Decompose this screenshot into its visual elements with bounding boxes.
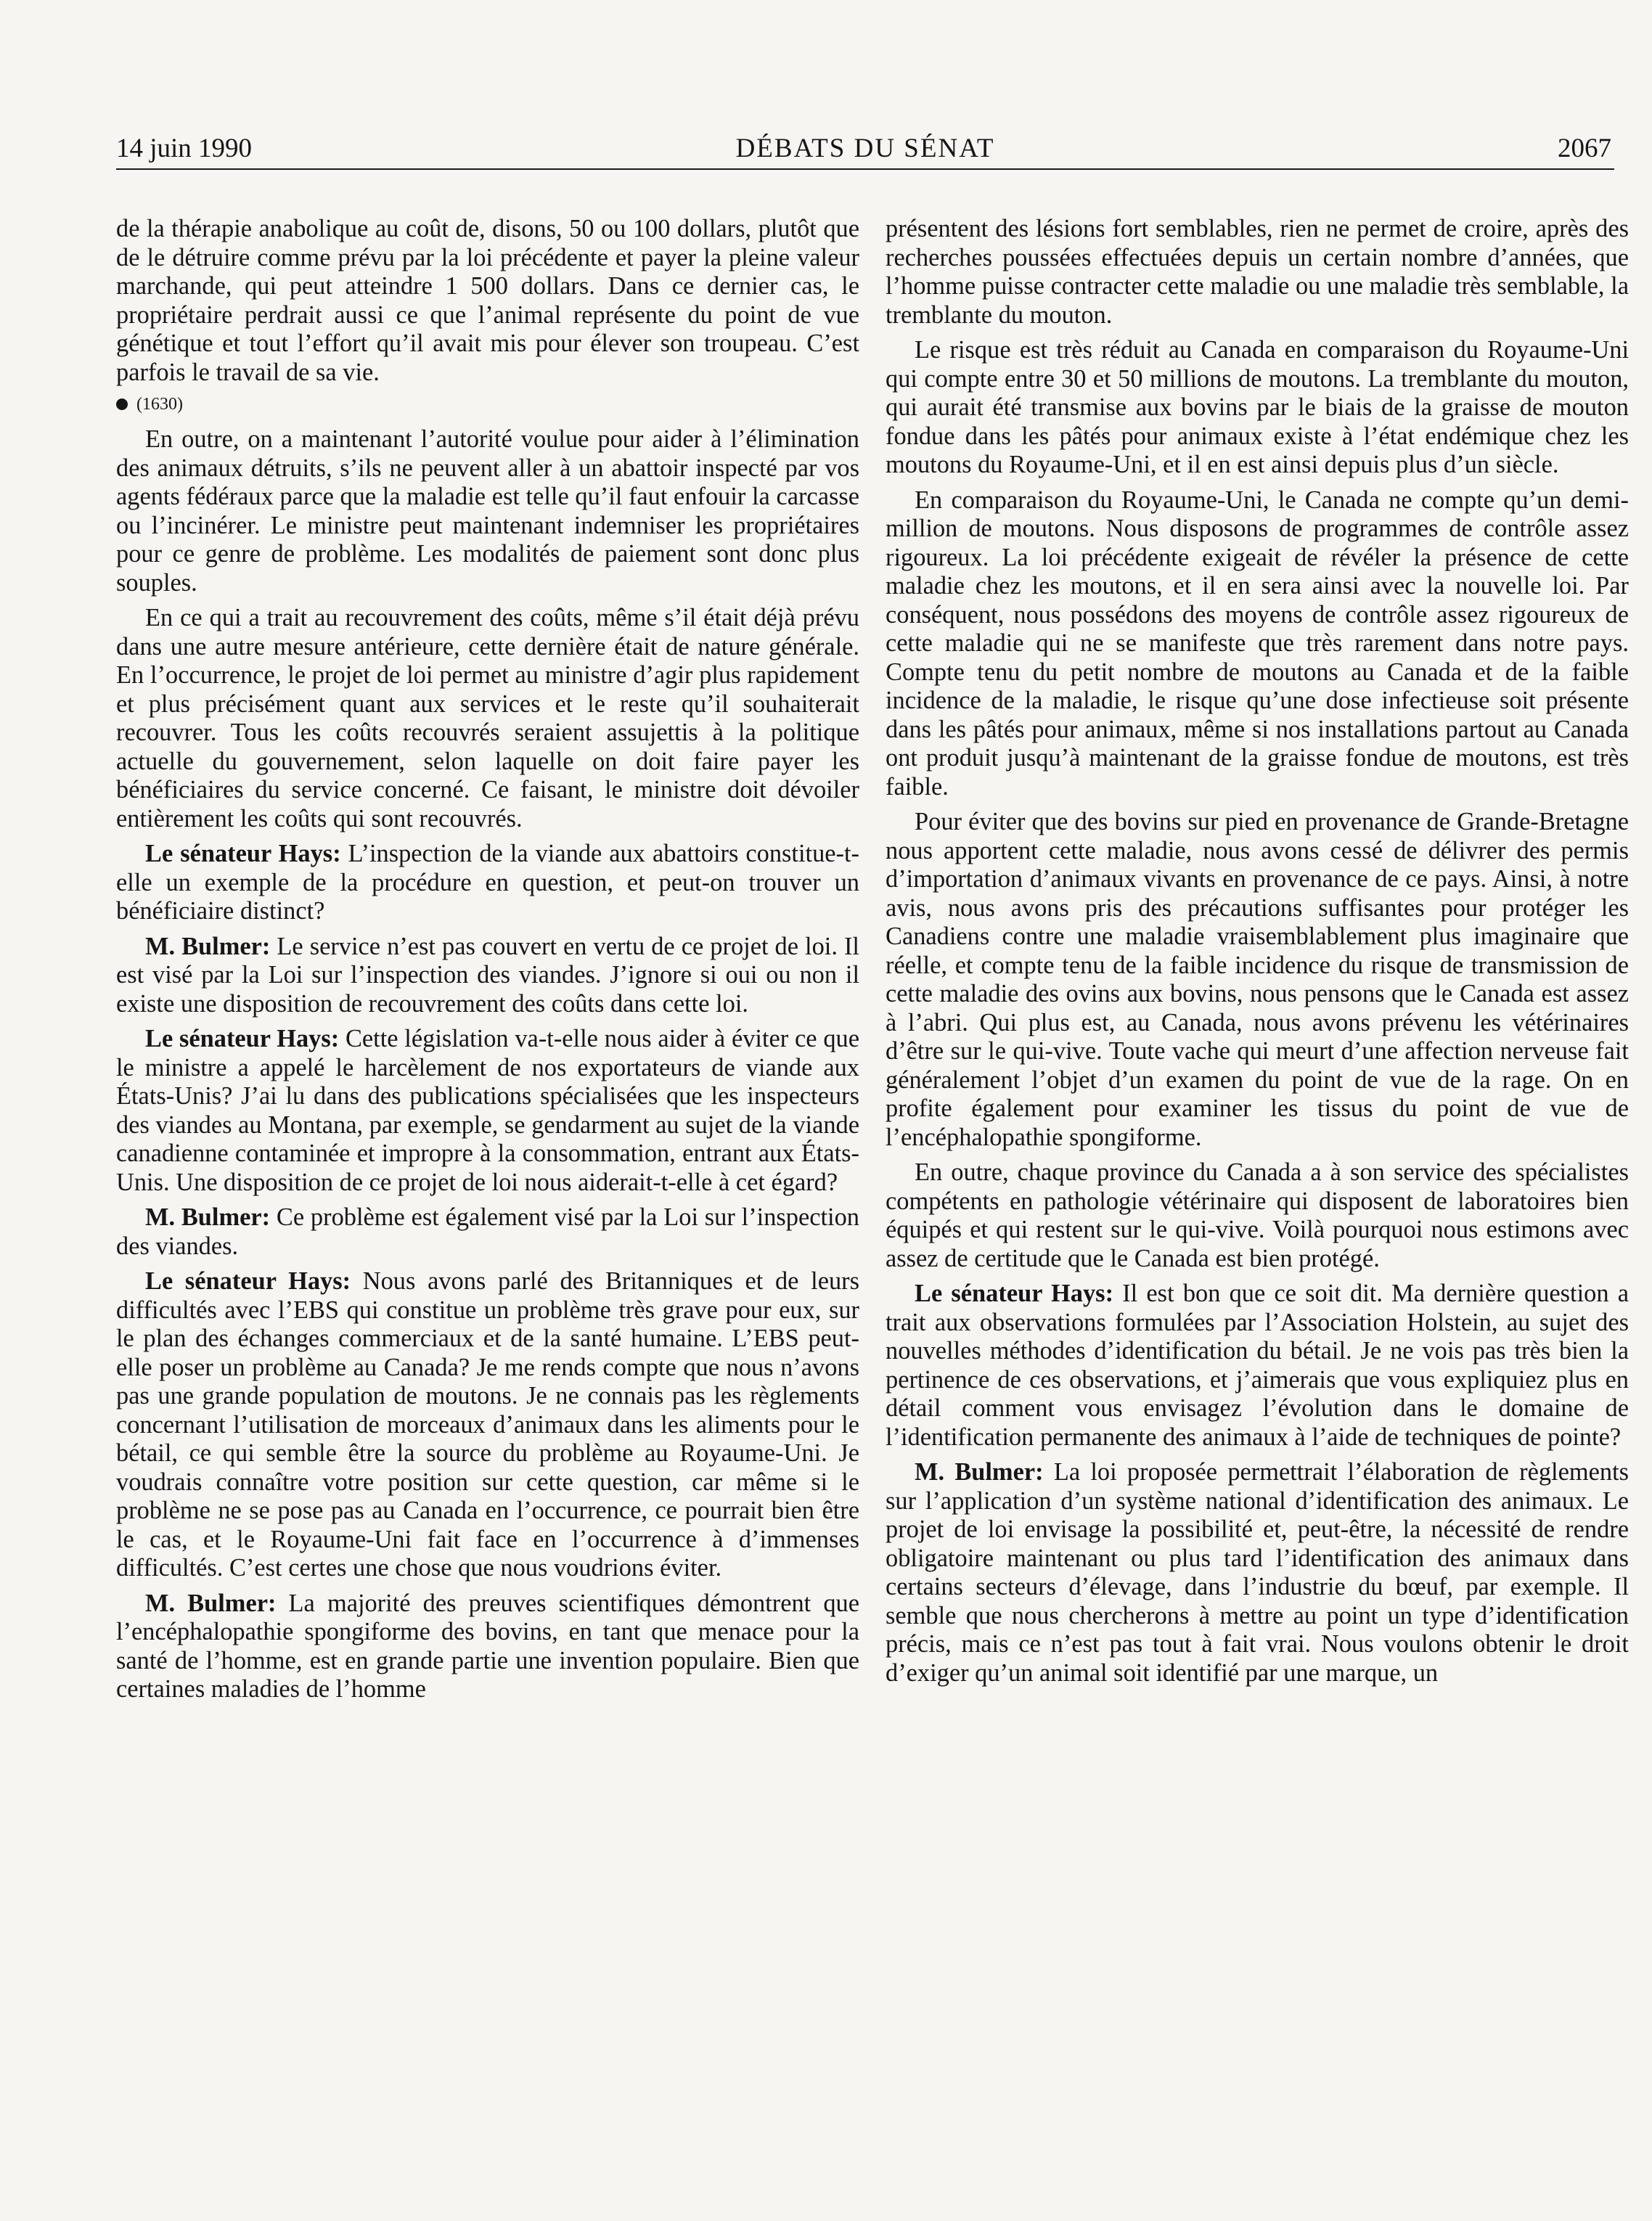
speech-paragraph — [116, 1267, 859, 1583]
paragraph: En outre, chaque province du Canada a à son service des spécialistes compétents en pathologie vétérinaire qui disposent de laboratoires bien équipés et qui restent sur le qui-vive. Voilà pourquoi nous estimons avec assez de certitude que le Canada est bien protégé. — [886, 1158, 1629, 1272]
page-header — [116, 128, 1614, 170]
speech-text: Le service n’est pas couvert en vertu de ce projet de loi. Il est visé par la Loi sur l’inspection des viandes. J’ignore si oui ou non il existe une disposition de recouvrement des coûts dans cette loi. — [116, 932, 859, 1018]
right-column — [886, 215, 1629, 1694]
paragraph: En comparaison du Royaume-Uni, le Canada ne compte qu’un demi-million de moutons. Nous disposons de programmes de contrôle assez rigoureux. La loi précédente exigeait de révéler la présence de cette maladie chez les moutons, et il en sera ainsi avec la nouvelle loi. Par conséquent, nous possédons des moyens de contrôle assez rigoureux de cette maladie qui ne se manifeste que très rarement dans notre pays. Compte tenu du petit nombre de moutons au Canada et de la faible incidence de la maladie, le risque qu’une dose infectieuse soit présente dans les pâtés pour animaux, même si nos installations partout au Canada ont produit jusqu’à maintenant de la graisse fondue de moutons, est très faible. — [886, 486, 1629, 801]
speech-paragraph — [116, 1203, 859, 1261]
header-title: DÉBATS DU SÉNAT — [735, 134, 995, 163]
left-column — [116, 215, 859, 1711]
speech-text: Nous avons parlé des Britanniques et de leurs difficultés avec l’EBS qui constitue un problème très grave pour eux, sur le plan des échanges commerciaux et de la santé humaine. L’EBS peut-elle poser un problème au Canada? Je me rends compte que nous n’avons pas une grande population de moutons. Je ne connais pas les règlements concernant l’utilisation de morceaux d’animaux dans les aliments pour le bétail, ce qui semble être la source du problème au Royaume-Uni. Je voudrais connaître votre position sur cette question, car même si le problème ne se pose pas au Canada en l’occurrence, ce pourrait bien être le cas, et le Royaume-Uni fait face en l’occurrence à d’immenses difficultés. C’est certes une chose que nous voudrions éviter. — [116, 1267, 859, 1582]
paragraph: présentent des lésions fort semblables, rien ne permet de croire, après des recherches poussées effectuées depuis un certain nombre d’années, que l’homme puisse contracter cette maladie ou une maladie très semblable, la tremblante du mouton. — [886, 215, 1629, 329]
time-marker — [116, 393, 859, 415]
paragraph: Le risque est très réduit au Canada en comparaison du Royaume-Uni qui compte entre 30 et 50 millions de moutons. La tremblante du mouton, qui aurait été transmise aux bovins par le biais de la graisse de mouton fondue dans les pâtés pour animaux existe à l’état endémique chez les moutons du Royaume-Uni, et il en est ainsi depuis plus d’un siècle. — [886, 336, 1629, 478]
speaker-name: M. Bulmer: — [145, 1203, 271, 1231]
page-number: 2067 — [1558, 134, 1611, 163]
speech-text: Il est bon que ce soit dit. Ma dernière question a trait aux observations formulées par l’Association Holstein, au sujet des nouvelles méthodes d’identification du bétail. Je ne vois pas très bien la pertinence de ces observations, et j’aimerais que vous expliquiez plus en détail comment vous envisagez l’évolution dans le domaine de l’identification permanente des animaux à l’aide de techniques de pointe? — [886, 1280, 1629, 1451]
speech-text: Ce problème est également visé par la Loi sur l’inspection des viandes. — [116, 1203, 859, 1260]
speaker-name: M. Bulmer: — [915, 1458, 1044, 1486]
speech-paragraph — [116, 1025, 859, 1197]
paragraph: de la thérapie anabolique au coût de, disons, 50 ou 100 dollars, plutôt que de le détruire comme prévu par la loi précédente et payer la pleine valeur marchande, qui peut atteindre 1 500 dollars. Dans ce dernier cas, le propriétaire perdrait aussi ce que l’animal représente du point de vue génétique et tout l’effort qu’il avait mis pour élever son troupeau. C’est parfois le travail de sa vie. — [116, 215, 859, 386]
speaker-name: M. Bulmer: — [145, 1589, 277, 1617]
speaker-name: Le sénateur Hays: — [145, 840, 341, 867]
speech-text: L’inspection de la viande aux abattoirs constitue-t-elle un exemple de la procédure en question, et peut-on trouver un bénéficiaire distinct? — [116, 840, 859, 925]
speech-paragraph — [116, 933, 859, 1019]
paragraph: En outre, on a maintenant l’autorité voulue pour aider à l’élimination des animaux détruits, s’ils ne peuvent aller à un abattoir inspecté par vos agents fédéraux parce que la maladie est telle qu’il faut enfouir la carcasse ou l’incinérer. Le ministre peut maintenant indemniser les propriétaires pour ce genre de problème. Les modalités de paiement sont donc plus souples. — [116, 425, 859, 597]
speech-text: La loi proposée permettrait l’élaboration de règlements sur l’application d’un système national d’identification des animaux. Le projet de loi envisage la possibilité et, peut-être, la nécessité de rendre obligatoire maintenant ou plus tard l’identification des animaux dans certains secteurs d’élevage, dans l’industrie du bœuf, par exemple. Il semble que nous chercherons à mettre au point un type d’identification précis, mais ce n’est pas tout à fait vrai. Nous voulons obtenir le droit d’exiger qu’un animal soit identifié par une marque, un — [886, 1458, 1629, 1687]
bullet-icon — [116, 398, 128, 410]
speaker-name: Le sénateur Hays: — [145, 1267, 351, 1295]
speaker-name: Le sénateur Hays: — [915, 1280, 1114, 1307]
speech-text: Cette législation va-t-elle nous aider à éviter ce que le ministre a appelé le harcèlement de nos exportateurs de viande aux États-Unis? J’ai lu dans des publications spécialisées que les inspecteurs des viandes au Montana, par exemple, se gendarment au sujet de la viande canadienne contaminée et impropre à la consommation, entrant aux États-Unis. Une disposition de ce projet de loi nous aiderait-t-elle à cet égard? — [116, 1025, 859, 1196]
speech-text: La majorité des preuves scientifiques démontrent que l’encéphalopathie spongiforme des bovins, en tant que menace pour la santé de l’homme, est en grande partie une invention populaire. Bien que certaines maladies de l’homme — [116, 1589, 860, 1703]
speech-paragraph — [116, 840, 859, 926]
speech-paragraph — [886, 1280, 1629, 1452]
speaker-name: M. Bulmer: — [145, 932, 271, 960]
paragraph: En ce qui a trait au recouvrement des coûts, même s’il était déjà prévu dans une autre mesure antérieure, cette dernière était de nature générale. En l’occurrence, le projet de loi permet au ministre d’agir plus rapidement et plus précisément quant aux services et le reste qu’il souhaiterait recouvrer. Tous les coûts recouvrés seraient assujettis à la politique actuelle du gouvernement, selon laquelle on doit faire payer les bénéficiaires du service concerné. Ce faisant, le ministre doit dévoiler entièrement les coûts qui sont recouvrés. — [116, 604, 859, 833]
speaker-name: Le sénateur Hays: — [145, 1025, 340, 1052]
speech-paragraph — [886, 1458, 1629, 1688]
paragraph: Pour éviter que des bovins sur pied en provenance de Grande-Bretagne nous apportent cette maladie, nous avons cessé de délivrer des permis d’importation d’animaux vivants en provenance de ce pays. Ainsi, à notre avis, nous avons pris des précautions suffisantes pour protéger les Canadiens contre une maladie vraisemblablement plus imaginaire que réelle, et compte tenu de la faible incidence du risque de transmission de cette maladie des ovins aux bovins, nous pensons que le Canada est assez à l’abri. Qui plus est, au Canada, nous avons prévenu les vétérinaires d’être sur le qui-vive. Toute vache qui meurt d’une affection nerveuse fait généralement l’objet d’un examen du point de vue de la rage. On en profite également pour examiner les tissus du point de vue de l’encéphalopathie spongiforme. — [886, 808, 1629, 1151]
header-date: 14 juin 1990 — [116, 134, 253, 163]
speech-paragraph — [116, 1590, 859, 1704]
time-marker-text: (1630) — [136, 395, 183, 414]
